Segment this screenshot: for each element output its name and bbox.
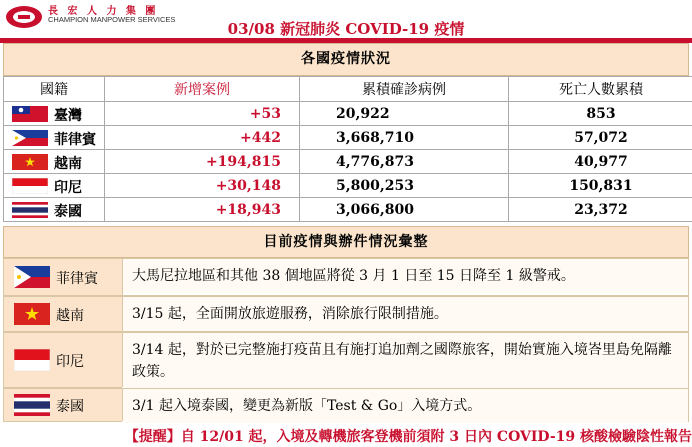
updates-list [3, 258, 689, 422]
update-text: 3/1 起入境泰國，變更為新版「Test & Go」入境方式。 [122, 389, 688, 423]
covid-stats-table [3, 76, 692, 222]
update-country-cell [4, 297, 123, 331]
table-row [4, 102, 692, 126]
country-name: 菲律賓 [54, 132, 96, 148]
deaths-value: 23,372 [509, 198, 692, 222]
country-name: 越南 [56, 308, 84, 324]
table-row [4, 126, 692, 150]
total-cases-value: 3,066,800 [300, 198, 509, 222]
country-name: 臺灣 [54, 108, 82, 124]
table-row [4, 198, 692, 222]
table-row [4, 174, 692, 198]
update-country-cell [4, 389, 123, 421]
country-cell [4, 174, 105, 198]
updates-section-title: 目前疫情與辦件情況彙整 [3, 226, 689, 258]
reminder-notice: 【提醒】自 12/01 起，入境及轉機旅客登機前須附 3 日內 COVID-19 核酸檢驗陰性報告 [124, 429, 692, 445]
column-header-deaths: 死亡人數累積 [509, 77, 692, 102]
country-name: 印尼 [56, 354, 84, 370]
vietnam-flag-icon [12, 154, 48, 170]
deaths-value: 150,831 [509, 174, 692, 198]
thailand-flag-icon [12, 202, 48, 218]
country-name: 越南 [54, 156, 82, 172]
country-cell [4, 126, 105, 150]
update-country-cell [4, 333, 123, 387]
company-name-english: CHAMPION MANPOWER SERVICES [48, 15, 176, 24]
total-cases-value: 20,922 [300, 102, 509, 126]
country-name: 泰國 [56, 399, 84, 415]
update-text: 3/14 起，對於已完整施打疫苗且有施打追加劑之國際旅客，開始實施入境峇里島免隔離政策。 [122, 333, 688, 389]
stats-section-title: 各國疫情狀況 [3, 43, 689, 76]
new-cases-value: +442 [105, 126, 300, 150]
country-name: 泰國 [54, 204, 82, 220]
deaths-value: 57,072 [509, 126, 692, 150]
table-row [4, 150, 692, 174]
indonesia-flag-icon [14, 349, 50, 371]
column-header-new-cases: 新增案例 [105, 77, 300, 102]
new-cases-value: +53 [105, 102, 300, 126]
table-header-row [4, 77, 692, 102]
new-cases-value: +194,815 [105, 150, 300, 174]
total-cases-value: 5,800,253 [300, 174, 509, 198]
deaths-value: 40,977 [509, 150, 692, 174]
total-cases-value: 3,668,710 [300, 126, 509, 150]
philippines-flag-icon [12, 130, 48, 146]
new-cases-value: +18,943 [105, 198, 300, 222]
philippines-flag-icon [14, 266, 50, 288]
column-header-country: 國籍 [4, 77, 105, 102]
taiwan-flag-icon [12, 106, 48, 122]
list-item [3, 296, 689, 332]
column-header-total-cases: 累積確診病例 [300, 77, 509, 102]
country-cell [4, 198, 105, 222]
update-text: 大馬尼拉地區和其他 38 個地區將從 3 月 1 日至 15 日降至 1 級警戒。 [122, 259, 688, 293]
country-name: 菲律賓 [56, 271, 98, 287]
page-title: 03/08 新冠肺炎 COVID-19 疫情 [227, 20, 465, 38]
country-cell [4, 102, 105, 126]
new-cases-value: +30,148 [105, 174, 300, 198]
thailand-flag-icon [14, 394, 50, 416]
country-cell [4, 150, 105, 174]
list-item [3, 332, 689, 388]
total-cases-value: 4,776,873 [300, 150, 509, 174]
vietnam-flag-icon [14, 303, 50, 325]
country-name: 印尼 [54, 180, 82, 196]
list-item [3, 258, 689, 296]
update-country-cell [4, 259, 123, 295]
page-header [0, 0, 692, 38]
deaths-value: 853 [509, 102, 692, 126]
list-item [3, 388, 689, 422]
update-text: 3/15 起，全面開放旅遊服務，消除旅行限制措施。 [122, 297, 688, 331]
indonesia-flag-icon [12, 178, 48, 194]
company-name-chinese: 長 宏 人 力 集 團 [48, 6, 159, 17]
